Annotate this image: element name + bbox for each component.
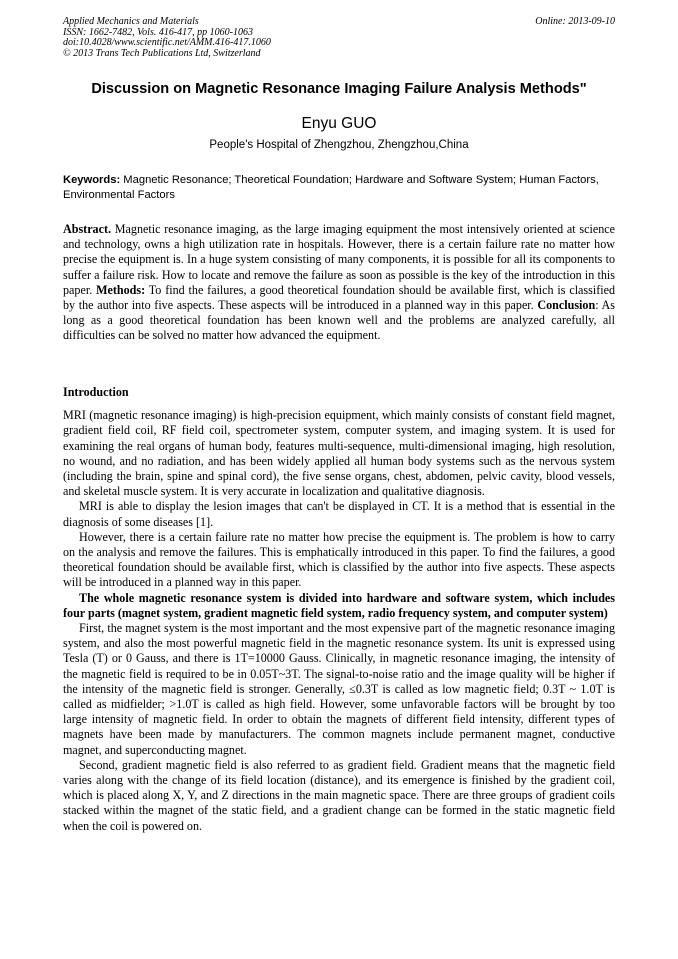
paper-title: Discussion on Magnetic Resonance Imaging Failure Analysis Methods": [91, 81, 587, 97]
abstract-text-3: : As long as a good theoretical foundation has been known well and the problems are analyzed carefully, all difficulties can be solved no matter how advanced the equipment.: [63, 298, 615, 343]
abstract: [63, 222, 615, 344]
intro-paragraph-3: However, there is a certain failure rate no matter how precise the equipment is. The problem is how to carry on the analysis and remove the failures. This is emphatically introduced in this paper. To find the failures, a good theoretical foundation should be available first, which is classified by the author into five aspects. These aspects will be introduced in a planned way in this paper.: [63, 529, 615, 590]
abstract-label: Abstract.: [63, 222, 112, 236]
methods-label: Methods:: [96, 282, 146, 297]
intro-paragraph-5: First, the magnet system is the most important and the most expensive part of the magnetic resonance imaging system, and also the most powerful magnetic field in the magnetic resonance system. Its unit is expressed using Tesla (T) or 0 Gauss, and there is 1T=10000 Gauss. Clinically, in magnetic resonance imaging, the intensity of the magnetic field is required to be in 0.05T~3T. The signal-to-noise ratio and the image quality will be higher if the intensity of the magnetic field is stronger. Generally, ≤0.3T is called as low magnetic field; 0.3T ~ 1.0T is called as midfielder; >1.0T is called as high field. However, some unfavorable factors will be brought by too large intensity of magnetic field. In order to obtain the magnets of different field intensity, different types of magnets have been made by manufacturers. The common magnets include permanent magnet, conductive magnet, and superconducting magnet.: [63, 621, 615, 757]
doi-line: doi:10.4028/www.scientific.net/AMM.416-417.1060: [63, 37, 271, 48]
abstract-text-2: To find the failures, a good theoretical foundation should be available first, which is classified by the author into five aspects. These aspects will be introduced in a planned way in this paper.: [63, 282, 615, 313]
introduction-heading: Introduction: [63, 385, 129, 399]
intro-paragraph-1: MRI (magnetic resonance imaging) is high-precision equipment, which mainly consists of constant field magnet, gradient field coil, RF field coil, spectrometer system, computer system, and imaging system. It is used for examining the real organs of human body, features multi-sequence, multi-dimensional imaging, high resolution, no wound, and no radiation, and has been widely applied all human body systems such as the nervous system (including the brain, spine and spinal cord), the five sense organs, chest, abdomen, pelvic cavity, blood vessels, and skeletal muscle system. It is very accurate in localization and qualitative diagnosis.: [63, 408, 615, 499]
conclusion-label: Conclusion: [537, 298, 596, 313]
keywords-label: Keywords:: [63, 174, 121, 186]
introduction-section: [63, 385, 615, 834]
online-date: Online: 2013-09-10: [535, 16, 615, 27]
author-affiliation: People's Hospital of Zhengzhou, Zhengzhou,China: [209, 139, 469, 151]
journal-header: [63, 17, 615, 59]
system-division-statement: The whole magnetic resonance system is divided into hardware and software system, which includes four parts (magnet system, gradient magnetic field system, radio frequency system, and computer system): [63, 590, 615, 620]
intro-paragraph-6: Second, gradient magnetic field is also referred to as gradient field. Gradient means that the magnetic field varies along with the change of its field location (distance), and its emergence is finished by the gradient coil, which is placed along X, Y, and Z directions in the main magnetic space. There are three groups of gradient coils stacked within the magnet of the static field, and a gradient change can be formed in the static magnetic field when the coil is powered on.: [63, 757, 615, 833]
issn-line: ISSN: 1662-7482, Vols. 416-417, pp 1060-1063: [63, 26, 253, 38]
abstract-text-1: Magnetic resonance imaging, as the large imaging equipment the most intensively oriented at science and technology, owns a high utilization rate in hospitals. However, there is a certain failure rate no matter how precise the equipment is. In a huge system consisting of many components, it is possible for all its components to suffer a failure risk. How to locate and remove the failure as soon as possible is the key of the introduction in this paper.: [63, 222, 615, 297]
keywords-text: Magnetic Resonance; Theoretical Foundation; Hardware and Software System; Human Factors, Environmental Factors: [63, 174, 599, 201]
author-name: Enyu GUO: [301, 115, 377, 132]
intro-paragraph-2: MRI is able to display the lesion images that can't be displayed in CT. It is a method that is essential in the diagnosis of some diseases [1].: [63, 499, 615, 529]
keywords: [63, 173, 615, 203]
journal-name: Applied Mechanics and Materials: [63, 16, 199, 27]
copyright-line: © 2013 Trans Tech Publications Ltd, Switzerland: [63, 47, 261, 59]
intro-paragraph-4-bold: [63, 591, 615, 621]
